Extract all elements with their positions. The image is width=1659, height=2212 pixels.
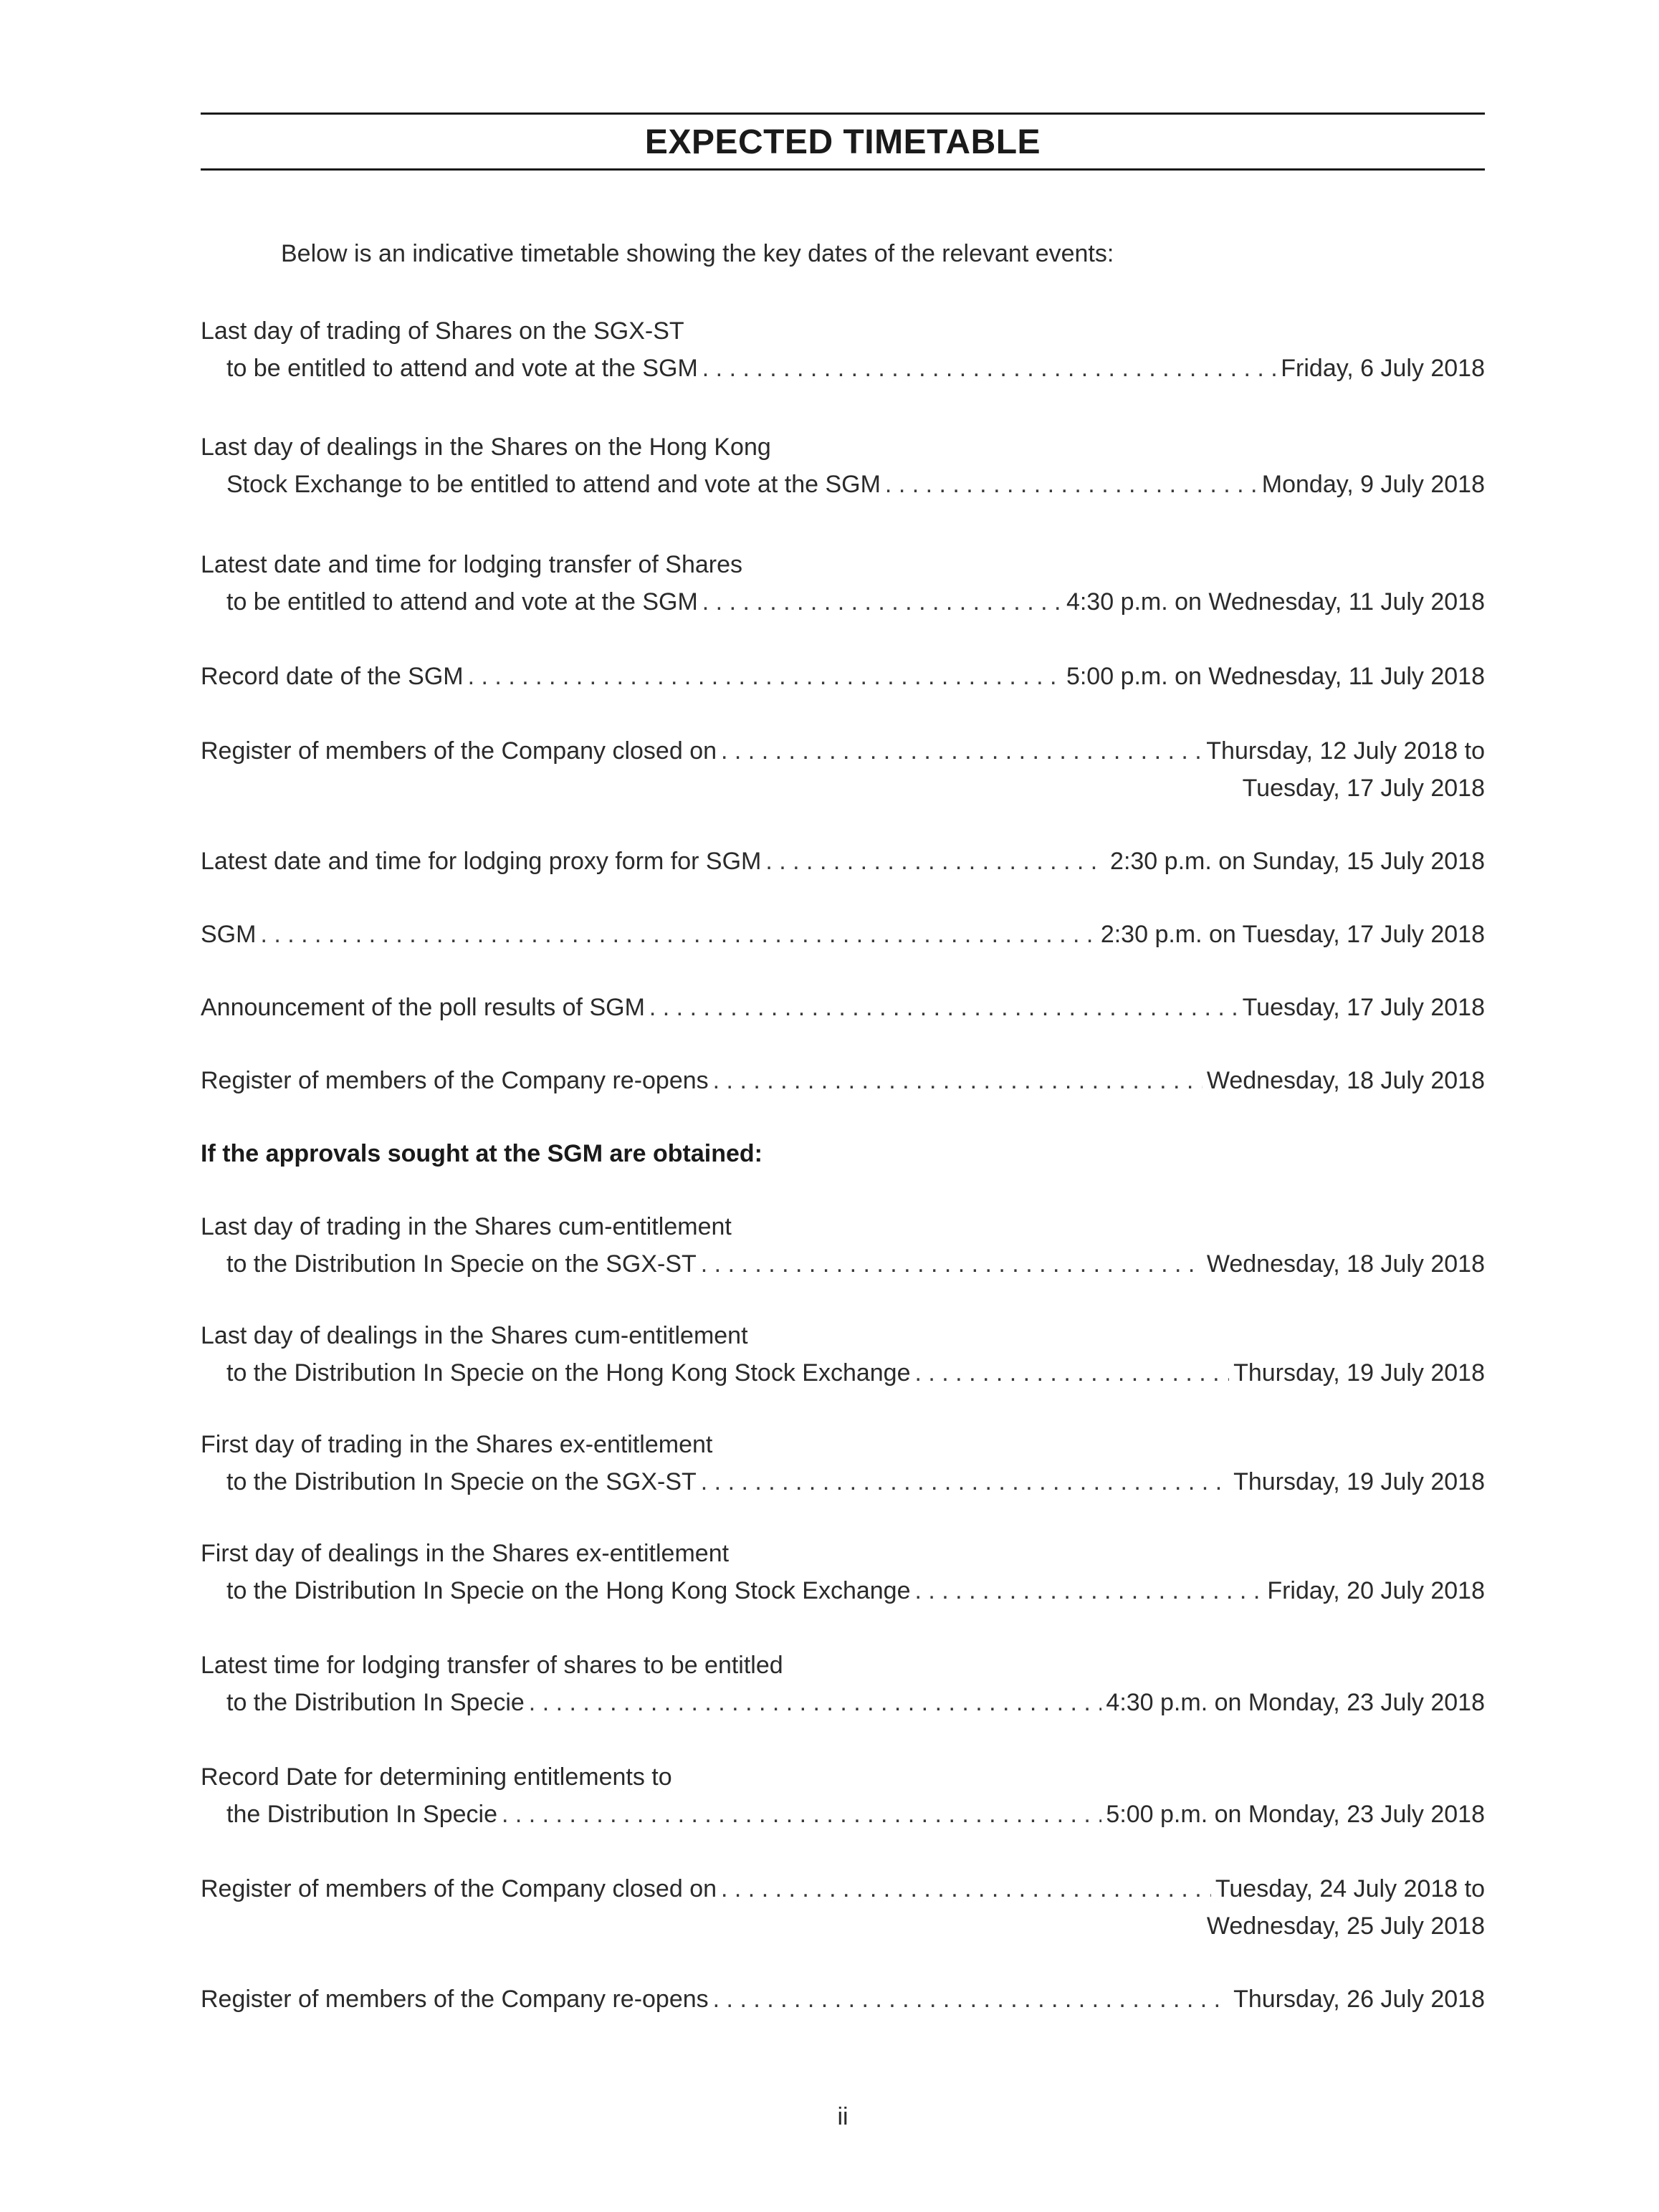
dot-leader — [765, 843, 1106, 880]
entry-date: 4:30 p.m. on Monday, 23 July 2018 — [1106, 1689, 1485, 1716]
entry-date: Tuesday, 24 July 2018 to — [1215, 1875, 1485, 1902]
entry-date-continued: Tuesday, 17 July 2018 — [1242, 775, 1485, 802]
dot-leader — [915, 1354, 1230, 1392]
entry-label: First day of trading in the Shares ex-entitlement — [201, 1431, 713, 1458]
entry-label-continued: to the Distribution In Specie on the SGX-ST — [226, 1250, 697, 1278]
timetable-entry — [201, 989, 1485, 1026]
entry-date: Thursday, 19 July 2018 — [1233, 1468, 1485, 1495]
entry-label-continued: to the Distribution In Specie — [226, 1689, 525, 1716]
timetable-entry — [201, 1317, 1485, 1392]
entry-label: Register of members of the Company re-opens — [201, 1986, 709, 2013]
entry-date: 5:00 p.m. on Monday, 23 July 2018 — [1106, 1801, 1485, 1828]
page-number: ii — [837, 2103, 848, 2130]
entry-label-continued: to the Distribution In Specie on the Hong Kong Stock Exchange — [226, 1359, 911, 1387]
entry-date-continued: Wednesday, 25 July 2018 — [1206, 1912, 1485, 1940]
timetable-entry — [201, 1870, 1485, 1945]
entry-date: Thursday, 26 July 2018 — [1233, 1986, 1485, 2013]
entry-label: Latest date and time for lodging transfer of Shares — [201, 551, 743, 578]
dot-leader — [701, 1245, 1203, 1283]
timetable-entry — [201, 546, 1485, 621]
page-title: EXPECTED TIMETABLE — [644, 123, 1041, 161]
entry-label: Announcement of the poll results of SGM — [201, 994, 645, 1021]
entry-date: Monday, 9 July 2018 — [1261, 471, 1485, 498]
entry-date: Thursday, 12 July 2018 to — [1206, 737, 1485, 765]
timetable-entry — [201, 312, 1485, 387]
entry-label: Register of members of the Company re-opens — [201, 1067, 709, 1094]
conditional-heading: If the approvals sought at the SGM are obtained: — [201, 1140, 762, 1167]
entry-label-continued: Stock Exchange to be entitled to attend and vote at the SGM — [226, 471, 881, 498]
entry-date: 2:30 p.m. on Tuesday, 17 July 2018 — [1100, 921, 1485, 948]
dot-leader — [702, 583, 1062, 621]
entry-label-continued: to be entitled to attend and vote at the SGM — [226, 355, 698, 382]
dot-leader — [502, 1796, 1101, 1833]
timetable-entry — [201, 1426, 1485, 1500]
timetable-entry — [201, 843, 1485, 880]
entry-date: 2:30 p.m. on Sunday, 15 July 2018 — [1110, 848, 1485, 875]
entry-date: Wednesday, 18 July 2018 — [1206, 1067, 1485, 1094]
entry-label: Latest date and time for lodging proxy form for SGM — [201, 848, 762, 875]
entry-label: Last day of trading in the Shares cum-entitlement — [201, 1213, 732, 1240]
timetable-entry — [201, 732, 1485, 807]
timetable-entry — [201, 658, 1485, 695]
entry-label: Register of members of the Company closed on — [201, 1875, 717, 1902]
timetable-entry — [201, 1647, 1485, 1721]
dot-leader — [721, 1870, 1211, 1907]
entry-label-continued: to the Distribution In Specie on the SGX-ST — [226, 1468, 697, 1495]
entry-label: First day of dealings in the Shares ex-entitlement — [201, 1540, 730, 1567]
entry-label: Record date of the SGM — [201, 663, 464, 690]
timetable-entry — [201, 428, 1485, 503]
entry-label-continued: the Distribution In Specie — [226, 1801, 497, 1828]
timetable-entry — [201, 916, 1485, 953]
intro-paragraph: Below is an indicative timetable showing the key dates of the relevant events: — [281, 240, 1114, 267]
entry-label-continued: to the Distribution In Specie on the Hong Kong Stock Exchange — [226, 1577, 911, 1604]
entry-label: SGM — [201, 921, 257, 948]
dot-leader — [713, 1981, 1229, 2018]
dot-leader — [649, 989, 1238, 1026]
entry-label: Last day of dealings in the Shares cum-entitlement — [201, 1322, 748, 1349]
entry-date: Wednesday, 18 July 2018 — [1206, 1250, 1485, 1278]
entry-date: Tuesday, 17 July 2018 — [1242, 994, 1485, 1021]
dot-leader — [529, 1684, 1102, 1721]
document-page — [201, 0, 1485, 2212]
entry-label: Record Date for determining entitlements to — [201, 1763, 672, 1791]
timetable-entry — [201, 1981, 1485, 2018]
timetable-entry — [201, 1535, 1485, 1609]
dot-leader — [702, 350, 1276, 387]
entry-date: 4:30 p.m. on Wednesday, 11 July 2018 — [1066, 588, 1485, 616]
entry-date: Friday, 20 July 2018 — [1267, 1577, 1485, 1604]
title-rule-top — [201, 112, 1485, 115]
entry-label: Register of members of the Company closed on — [201, 737, 717, 765]
dot-leader — [915, 1572, 1263, 1609]
entry-label: Last day of dealings in the Shares on the Hong Kong — [201, 434, 771, 461]
timetable-entry — [201, 1758, 1485, 1833]
entry-label: Last day of trading of Shares on the SGX-ST — [201, 317, 684, 345]
timetable-entry — [201, 1208, 1485, 1283]
dot-leader — [260, 916, 1096, 953]
dot-leader — [885, 466, 1258, 503]
entry-label-continued: to be entitled to attend and vote at the SGM — [226, 588, 698, 616]
dot-leader — [721, 732, 1202, 770]
entry-date: 5:00 p.m. on Wednesday, 11 July 2018 — [1066, 663, 1485, 690]
title-rule-bottom — [201, 168, 1485, 171]
dot-leader — [468, 658, 1062, 695]
entry-label: Latest time for lodging transfer of shares to be entitled — [201, 1652, 783, 1679]
timetable-entry — [201, 1062, 1485, 1099]
dot-leader — [713, 1062, 1203, 1099]
entry-date: Friday, 6 July 2018 — [1281, 355, 1485, 382]
entry-date: Thursday, 19 July 2018 — [1233, 1359, 1485, 1387]
dot-leader — [701, 1463, 1229, 1500]
